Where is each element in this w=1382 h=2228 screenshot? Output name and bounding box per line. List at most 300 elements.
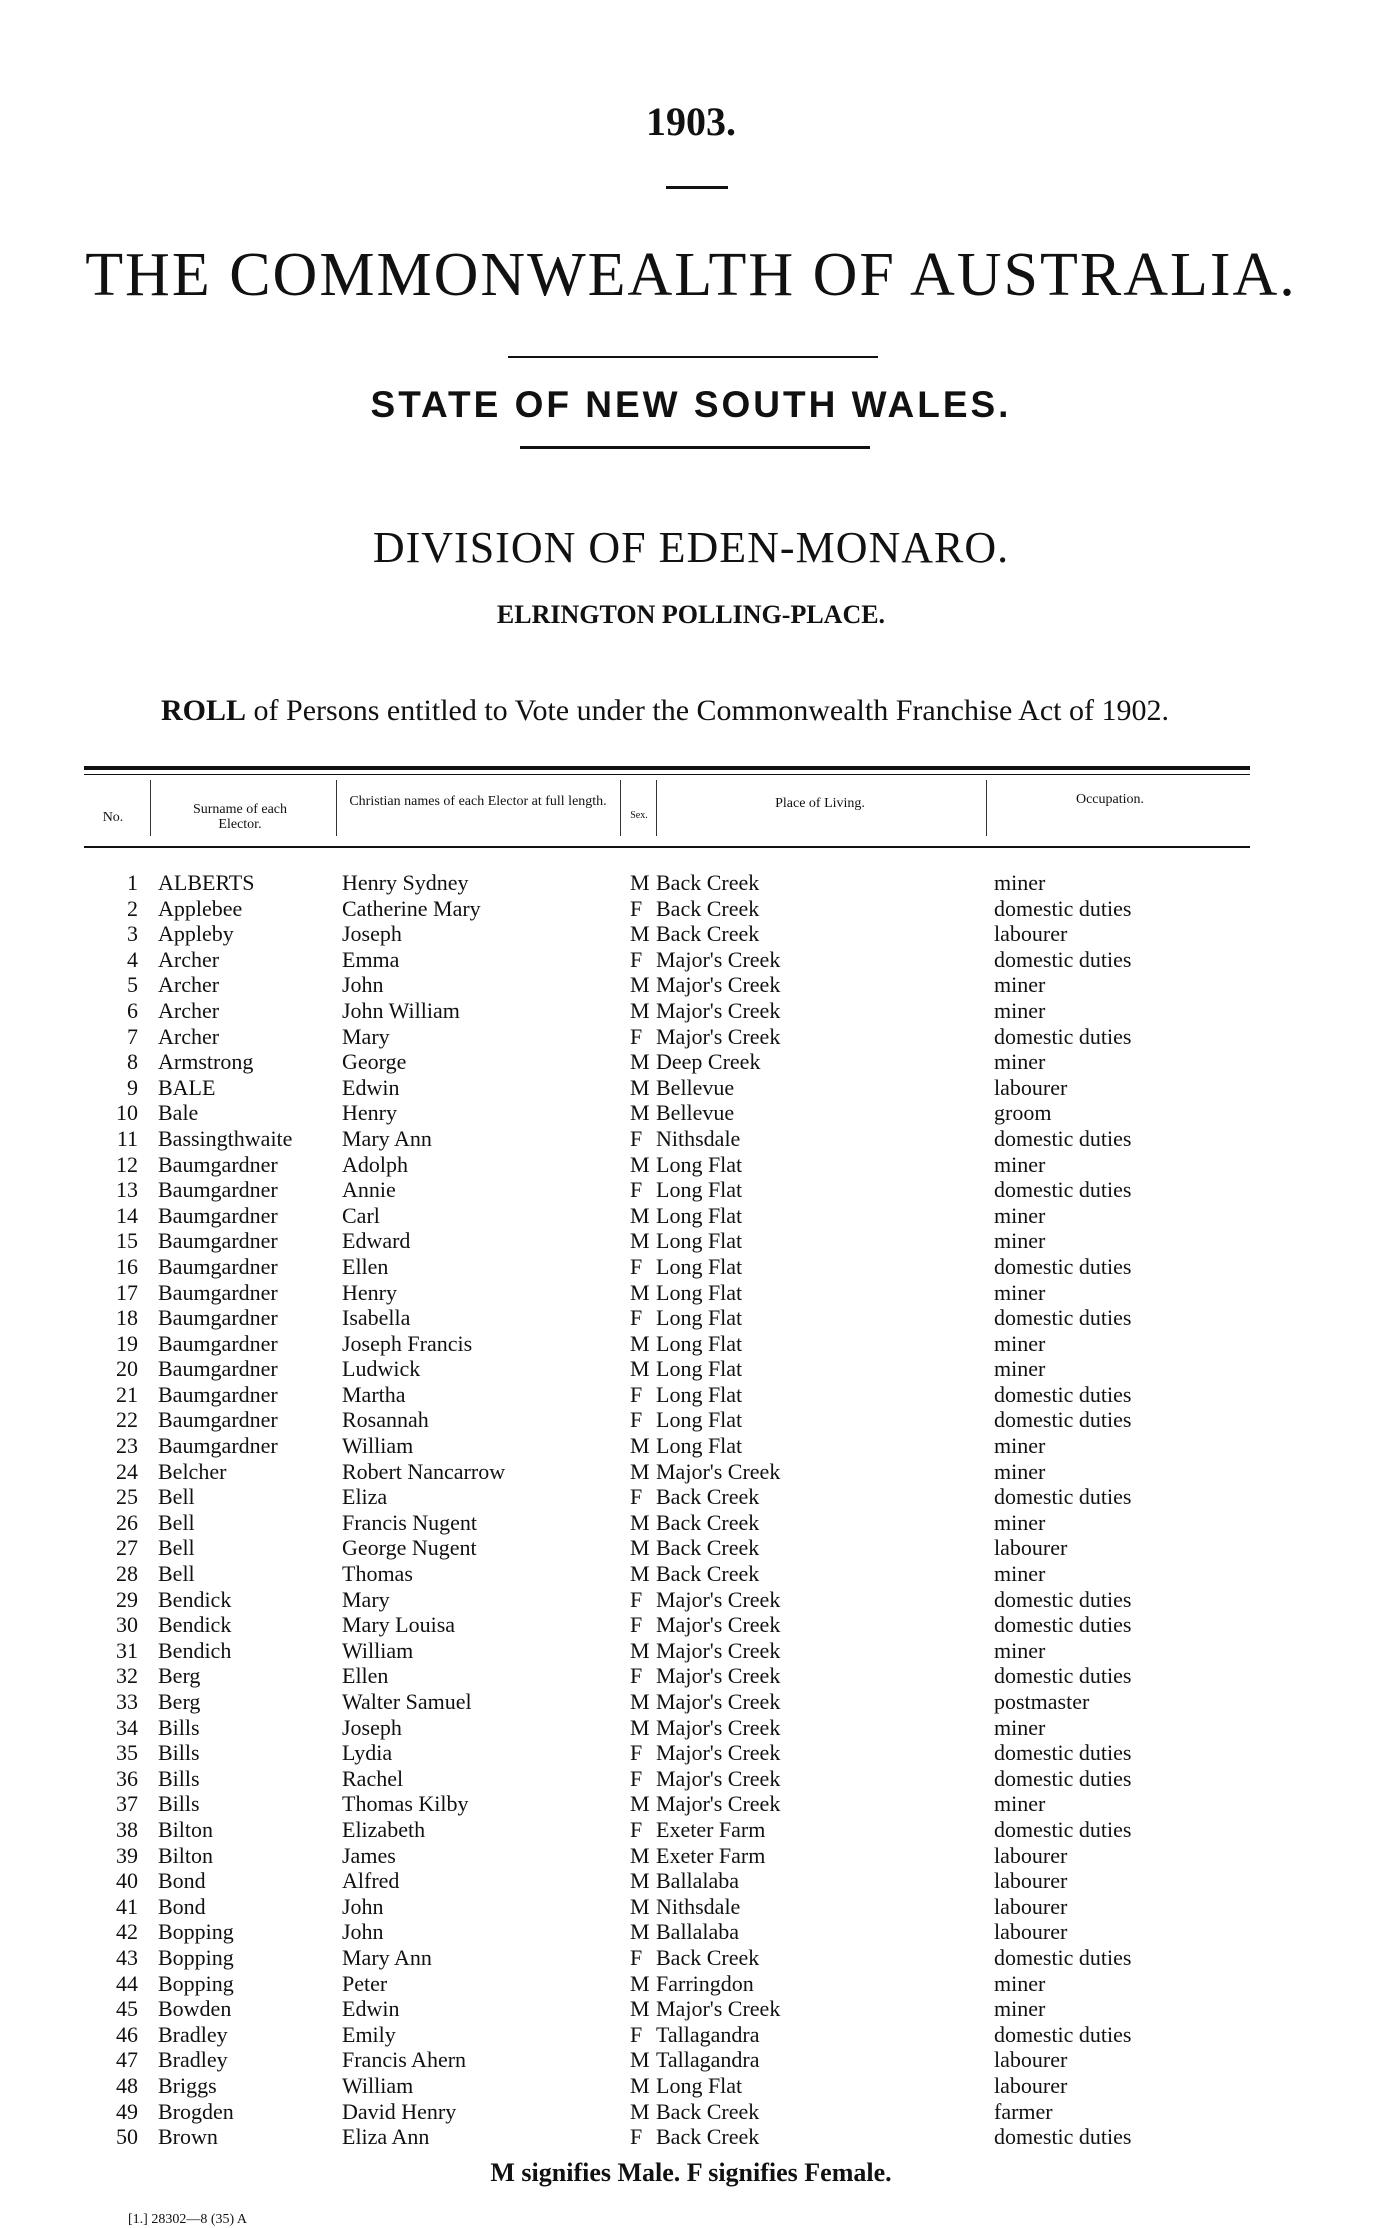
elector-given-names: John	[342, 1893, 384, 1919]
elector-number: 27	[116, 1535, 138, 1561]
elector-surname: Bilton	[158, 1816, 214, 1842]
roll-description	[80, 694, 1250, 728]
table-top-rule	[84, 766, 1250, 770]
elector-place-of-living: Back Creek	[656, 870, 760, 895]
elector-surname: Bendick	[158, 1612, 232, 1638]
table-row	[0, 1356, 1382, 1382]
elector-number: 31	[116, 1637, 138, 1663]
table-row	[0, 1075, 1382, 1101]
elector-number: 10	[116, 1100, 138, 1126]
elector-given-names: Edwin	[342, 1074, 400, 1100]
elector-given-names: Ludwick	[342, 1356, 421, 1382]
elector-number: 47	[116, 2047, 138, 2073]
elector-sex: M	[630, 1228, 650, 1254]
elector-given-names: Mary Louisa	[342, 1612, 456, 1638]
elector-surname: Briggs	[158, 2072, 217, 2098]
country-title: THE COMMONWEALTH OF AUSTRALIA.	[85, 241, 1297, 309]
elector-occupation: domestic duties	[994, 1023, 1132, 1049]
elector-place-of-living: Long Flat	[656, 1381, 743, 1407]
roll-word: ROLL	[161, 694, 247, 727]
elector-number: 9	[127, 1074, 138, 1100]
elector-surname: Berg	[158, 1689, 201, 1714]
elector-sex: F	[630, 1740, 643, 1766]
elector-number: 4	[127, 946, 138, 972]
elector-surname: ALBERTS	[158, 870, 255, 895]
elector-given-names: William	[342, 2072, 414, 2098]
elector-given-names: Rachel	[342, 1765, 404, 1791]
elector-given-names: Eliza	[342, 1484, 388, 1510]
elector-given-names: Francis Nugent	[342, 1509, 478, 1535]
elector-number: 7	[127, 1023, 138, 1049]
header-occupation: Occupation.	[1075, 792, 1145, 807]
elector-sex: F	[630, 946, 643, 972]
elector-number: 50	[116, 2124, 138, 2150]
table-row	[0, 1638, 1382, 1664]
elector-sex: F	[630, 1944, 643, 1970]
elector-table-body	[0, 870, 1382, 2150]
elector-sex: M	[630, 1561, 650, 1587]
elector-number: 49	[116, 2098, 138, 2124]
elector-surname: Baumgardner	[158, 1253, 278, 1279]
table-row	[0, 1024, 1382, 1050]
table-row	[0, 1484, 1382, 1510]
elector-occupation: labourer	[994, 1535, 1068, 1561]
elector-sex: F	[630, 1612, 643, 1638]
elector-place-of-living: Long Flat	[656, 1228, 743, 1254]
elector-surname: Bond	[158, 1893, 206, 1919]
elector-place-of-living: Exeter Farm	[656, 1842, 766, 1868]
elector-place-of-living: Long Flat	[656, 1202, 743, 1228]
table-row	[0, 1868, 1382, 1894]
table-row	[0, 1305, 1382, 1331]
table-row	[0, 1126, 1382, 1152]
elector-sex: M	[630, 972, 650, 998]
elector-number: 21	[116, 1381, 138, 1407]
elector-sex: M	[630, 1100, 650, 1126]
elector-surname: Bale	[158, 1100, 199, 1126]
elector-occupation: labourer	[994, 2072, 1068, 2098]
elector-place-of-living: Major's Creek	[656, 1612, 781, 1638]
elector-surname: Bell	[158, 1535, 195, 1561]
table-row	[0, 2022, 1382, 2048]
elector-place-of-living: Major's Creek	[656, 997, 781, 1023]
elector-sex: F	[630, 1253, 643, 1279]
table-row	[0, 1715, 1382, 1741]
elector-occupation: domestic duties	[994, 1484, 1132, 1510]
elector-occupation: labourer	[994, 1868, 1068, 1894]
elector-number: 35	[116, 1740, 138, 1766]
elector-sex: M	[630, 1714, 650, 1740]
elector-occupation: domestic duties	[994, 2021, 1132, 2047]
elector-sex: M	[630, 1689, 650, 1714]
elector-sex: M	[630, 1509, 650, 1535]
elector-sex: F	[630, 2021, 643, 2047]
elector-place-of-living: Major's Creek	[656, 1023, 781, 1049]
header-divider	[620, 780, 621, 836]
elector-occupation: postmaster	[994, 1689, 1090, 1714]
table-row	[0, 1152, 1382, 1178]
elector-surname: Bradley	[158, 2047, 228, 2073]
elector-given-names: Emily	[342, 2021, 396, 2047]
elector-occupation: miner	[994, 1970, 1046, 1996]
elector-number: 43	[116, 1944, 138, 1970]
elector-given-names: Eliza Ann	[342, 2124, 430, 2150]
elector-given-names: William	[342, 1433, 414, 1459]
short-rule	[666, 186, 728, 189]
sex-legend: M signifies Male. F signifies Female.	[490, 2158, 892, 2187]
elector-sex: F	[630, 895, 643, 921]
elector-place-of-living: Exeter Farm	[656, 1816, 766, 1842]
elector-place-of-living: Deep Creek	[656, 1049, 761, 1075]
elector-occupation: domestic duties	[994, 1407, 1132, 1433]
elector-surname: Baumgardner	[158, 1381, 278, 1407]
table-row	[0, 2099, 1382, 2125]
elector-place-of-living: Long Flat	[656, 1177, 743, 1203]
elector-number: 36	[116, 1765, 138, 1791]
elector-surname: Baumgardner	[158, 1433, 278, 1459]
elector-number: 15	[116, 1228, 138, 1254]
elector-given-names: John William	[342, 997, 460, 1023]
elector-number: 40	[116, 1868, 138, 1894]
elector-surname: Archer	[158, 1023, 220, 1049]
elector-number: 39	[116, 1842, 138, 1868]
table-row	[0, 1203, 1382, 1229]
elector-given-names: Isabella	[342, 1305, 411, 1331]
elector-place-of-living: Back Creek	[656, 1944, 760, 1970]
header-given-names: Christian names of each Elector at full length.	[349, 794, 607, 809]
elector-given-names: Carl	[342, 1202, 380, 1228]
elector-given-names: George Nugent	[342, 1535, 477, 1561]
elector-surname: Bendich	[158, 1637, 232, 1663]
elector-number: 37	[116, 1791, 138, 1817]
elector-occupation: miner	[994, 1458, 1046, 1484]
elector-sex: M	[630, 1433, 650, 1459]
elector-surname: Bills	[158, 1791, 200, 1817]
elector-place-of-living: Nithsdale	[656, 1893, 741, 1919]
elector-surname: Armstrong	[158, 1049, 254, 1075]
state-rule	[520, 446, 870, 449]
elector-sex: M	[630, 1919, 650, 1945]
header-divider	[986, 780, 987, 836]
elector-given-names: Thomas	[342, 1561, 413, 1587]
elector-sex: M	[630, 1996, 650, 2022]
elector-place-of-living: Long Flat	[656, 1407, 743, 1433]
elector-occupation: domestic duties	[994, 1125, 1132, 1151]
elector-occupation: farmer	[994, 2098, 1053, 2124]
table-row	[0, 972, 1382, 998]
elector-number: 29	[116, 1586, 138, 1612]
elector-occupation: domestic duties	[994, 1381, 1132, 1407]
elector-number: 18	[116, 1305, 138, 1331]
header-no: No.	[102, 810, 124, 825]
elector-place-of-living: Major's Creek	[656, 1586, 781, 1612]
elector-number: 44	[116, 1970, 138, 1996]
header-divider	[336, 780, 337, 836]
elector-sex: F	[630, 2124, 643, 2150]
elector-place-of-living: Back Creek	[656, 1561, 760, 1587]
elector-number: 13	[116, 1177, 138, 1203]
elector-place-of-living: Tallagandra	[656, 2047, 760, 2073]
elector-occupation: domestic duties	[994, 1663, 1132, 1689]
elector-place-of-living: Back Creek	[656, 895, 760, 921]
elector-occupation: domestic duties	[994, 895, 1132, 921]
elector-surname: Appleby	[158, 921, 234, 947]
elector-surname: Brogden	[158, 2098, 234, 2124]
elector-given-names: David Henry	[342, 2098, 457, 2124]
elector-given-names: Alfred	[342, 1868, 400, 1894]
elector-given-names: William	[342, 1637, 414, 1663]
elector-number: 25	[116, 1484, 138, 1510]
elector-surname: Archer	[158, 997, 220, 1023]
elector-sex: M	[630, 1535, 650, 1561]
table-row	[0, 1561, 1382, 1587]
elector-sex: M	[630, 997, 650, 1023]
elector-given-names: Joseph Francis	[342, 1330, 473, 1356]
elector-place-of-living: Major's Creek	[656, 1996, 781, 2022]
elector-number: 48	[116, 2072, 138, 2098]
table-row	[0, 1843, 1382, 1869]
elector-surname: Baumgardner	[158, 1228, 278, 1254]
table-row	[0, 1791, 1382, 1817]
elector-surname: Bills	[158, 1765, 200, 1791]
elector-sex: M	[630, 1637, 650, 1663]
table-row	[0, 1510, 1382, 1536]
elector-place-of-living: Tallagandra	[656, 2021, 760, 2047]
elector-place-of-living: Back Creek	[656, 2124, 760, 2150]
elector-surname: Bilton	[158, 1842, 214, 1868]
elector-occupation: labourer	[994, 2047, 1068, 2073]
elector-given-names: John	[342, 972, 384, 998]
elector-place-of-living: Long Flat	[656, 1433, 743, 1459]
elector-sex: M	[630, 2098, 650, 2124]
elector-given-names: George	[342, 1049, 407, 1075]
elector-sex: M	[630, 2047, 650, 2073]
elector-occupation: miner	[994, 1996, 1046, 2022]
elector-number: 28	[116, 1561, 138, 1587]
elector-place-of-living: Back Creek	[656, 1509, 760, 1535]
elector-given-names: Martha	[342, 1381, 406, 1407]
table-row	[0, 870, 1382, 896]
year-heading: 1903.	[646, 99, 736, 144]
elector-number: 5	[127, 972, 138, 998]
elector-number: 26	[116, 1509, 138, 1535]
elector-given-names: Mary Ann	[342, 1125, 432, 1151]
elector-place-of-living: Long Flat	[656, 1305, 743, 1331]
table-row	[0, 947, 1382, 973]
header-surname: Surname of each Elector.	[192, 802, 288, 832]
elector-sex: F	[630, 1125, 643, 1151]
print-reference: [1.] 28302—8 (35) A	[128, 2212, 247, 2227]
header-sex: Sex.	[630, 810, 648, 821]
elector-occupation: domestic duties	[994, 1305, 1132, 1331]
table-row	[0, 1740, 1382, 1766]
elector-place-of-living: Major's Creek	[656, 1791, 781, 1817]
elector-occupation: miner	[994, 1049, 1046, 1075]
elector-surname: Bell	[158, 1484, 195, 1510]
elector-number: 33	[116, 1689, 138, 1714]
elector-place-of-living: Major's Creek	[656, 1740, 781, 1766]
elector-number: 16	[116, 1253, 138, 1279]
elector-given-names: Joseph	[342, 1714, 402, 1740]
elector-occupation: domestic duties	[994, 1740, 1132, 1766]
elector-sex: M	[630, 1279, 650, 1305]
elector-given-names: Edward	[342, 1228, 411, 1254]
table-top-rule-2	[84, 774, 1250, 775]
elector-given-names: Ellen	[342, 1253, 389, 1279]
elector-number: 8	[127, 1049, 138, 1075]
elector-given-names: John	[342, 1919, 384, 1945]
elector-occupation: labourer	[994, 1842, 1068, 1868]
elector-number: 11	[116, 1125, 138, 1151]
elector-surname: Bell	[158, 1509, 195, 1535]
elector-occupation: miner	[994, 1279, 1046, 1305]
elector-occupation: miner	[994, 870, 1046, 895]
elector-sex: F	[630, 1407, 643, 1433]
elector-surname: Baumgardner	[158, 1305, 278, 1331]
table-row	[0, 1766, 1382, 1792]
elector-given-names: Joseph	[342, 921, 402, 947]
elector-surname: Baumgardner	[158, 1177, 278, 1203]
table-row	[0, 1100, 1382, 1126]
elector-surname: Bopping	[158, 1944, 234, 1970]
elector-sex: M	[630, 2072, 650, 2098]
elector-sex: M	[630, 1330, 650, 1356]
elector-number: 42	[116, 1919, 138, 1945]
elector-occupation: domestic duties	[994, 1177, 1132, 1203]
elector-number: 30	[116, 1612, 138, 1638]
elector-number: 23	[116, 1433, 138, 1459]
elector-occupation: labourer	[994, 1074, 1068, 1100]
elector-sex: M	[630, 1970, 650, 1996]
elector-place-of-living: Ballalaba	[656, 1919, 740, 1945]
elector-surname: Archer	[158, 946, 220, 972]
elector-place-of-living: Major's Creek	[656, 1689, 781, 1714]
elector-given-names: Henry	[342, 1100, 397, 1126]
elector-given-names: Mary Ann	[342, 1944, 432, 1970]
elector-surname: BALE	[158, 1074, 216, 1100]
elector-given-names: Peter	[342, 1970, 388, 1996]
elector-sex: F	[630, 1381, 643, 1407]
elector-surname: Archer	[158, 972, 220, 998]
elector-occupation: domestic duties	[994, 946, 1132, 972]
elector-sex: F	[630, 1816, 643, 1842]
elector-place-of-living: Back Creek	[656, 2098, 760, 2124]
elector-number: 45	[116, 1996, 138, 2022]
elector-sex: M	[630, 1049, 650, 1075]
elector-place-of-living: Bellevue	[656, 1100, 735, 1126]
table-row	[0, 1612, 1382, 1638]
elector-surname: Bell	[158, 1561, 195, 1587]
elector-place-of-living: Back Creek	[656, 1535, 760, 1561]
elector-occupation: miner	[994, 1330, 1046, 1356]
elector-number: 3	[127, 921, 138, 947]
elector-occupation: miner	[994, 1561, 1046, 1587]
elector-place-of-living: Major's Creek	[656, 972, 781, 998]
elector-given-names: Rosannah	[342, 1407, 429, 1433]
elector-given-names: Walter Samuel	[342, 1689, 472, 1714]
elector-number: 20	[116, 1356, 138, 1382]
elector-surname: Bowden	[158, 1996, 232, 2022]
elector-surname: Baumgardner	[158, 1330, 278, 1356]
elector-given-names: Catherine Mary	[342, 895, 481, 921]
elector-occupation: domestic duties	[994, 1816, 1132, 1842]
elector-place-of-living: Major's Creek	[656, 1765, 781, 1791]
elector-given-names: Lydia	[342, 1740, 393, 1766]
elector-place-of-living: Long Flat	[656, 2072, 743, 2098]
roll-description-text: of Persons entitled to Vote under the Commonwealth Franchise Act of 1902.	[253, 694, 1169, 727]
elector-place-of-living: Major's Creek	[656, 1458, 781, 1484]
elector-place-of-living: Major's Creek	[656, 1637, 781, 1663]
header-divider	[656, 780, 657, 836]
elector-place-of-living: Nithsdale	[656, 1125, 741, 1151]
elector-sex: M	[630, 921, 650, 947]
elector-place-of-living: Major's Creek	[656, 946, 781, 972]
elector-given-names: Mary	[342, 1586, 390, 1612]
elector-surname: Bills	[158, 1714, 200, 1740]
elector-surname: Bond	[158, 1868, 206, 1894]
elector-given-names: Francis Ahern	[342, 2047, 467, 2073]
elector-number: 24	[116, 1458, 138, 1484]
elector-occupation: miner	[994, 1228, 1046, 1254]
elector-surname: Bopping	[158, 1919, 234, 1945]
elector-surname: Bopping	[158, 1970, 234, 1996]
table-row	[0, 1663, 1382, 1689]
elector-sex: F	[630, 1177, 643, 1203]
elector-surname: Belcher	[158, 1458, 227, 1484]
elector-sex: F	[630, 1023, 643, 1049]
elector-place-of-living: Major's Creek	[656, 1663, 781, 1689]
elector-occupation: miner	[994, 1202, 1046, 1228]
table-row	[0, 1177, 1382, 1203]
header-divider	[150, 780, 151, 836]
elector-given-names: Edwin	[342, 1996, 400, 2022]
elector-surname: Baumgardner	[158, 1356, 278, 1382]
elector-occupation: labourer	[994, 1893, 1068, 1919]
elector-place-of-living: Long Flat	[656, 1151, 743, 1177]
table-header-bottom-rule	[84, 846, 1250, 848]
elector-surname: Berg	[158, 1663, 201, 1689]
table-row	[0, 1996, 1382, 2022]
table-row	[0, 1459, 1382, 1485]
elector-surname: Bassingthwaite	[158, 1125, 293, 1151]
table-row	[0, 1587, 1382, 1613]
elector-sex: M	[630, 1356, 650, 1382]
elector-given-names: Ellen	[342, 1663, 389, 1689]
elector-occupation: miner	[994, 1433, 1046, 1459]
table-row	[0, 1433, 1382, 1459]
elector-occupation: groom	[994, 1100, 1052, 1126]
elector-number: 17	[116, 1279, 138, 1305]
table-row	[0, 1535, 1382, 1561]
elector-sex: M	[630, 1202, 650, 1228]
elector-surname: Baumgardner	[158, 1407, 278, 1433]
elector-sex: M	[630, 1151, 650, 1177]
table-row	[0, 921, 1382, 947]
elector-given-names: James	[342, 1842, 396, 1868]
elector-occupation: miner	[994, 1356, 1046, 1382]
elector-sex: F	[630, 1663, 643, 1689]
elector-place-of-living: Long Flat	[656, 1253, 743, 1279]
elector-number: 22	[116, 1407, 138, 1433]
table-row	[0, 2047, 1382, 2073]
table-row	[0, 1689, 1382, 1715]
elector-occupation: miner	[994, 1714, 1046, 1740]
elector-sex: M	[630, 1842, 650, 1868]
elector-number: 2	[127, 895, 138, 921]
elector-surname: Brown	[158, 2124, 218, 2150]
elector-number: 19	[116, 1330, 138, 1356]
elector-occupation: miner	[994, 1637, 1046, 1663]
